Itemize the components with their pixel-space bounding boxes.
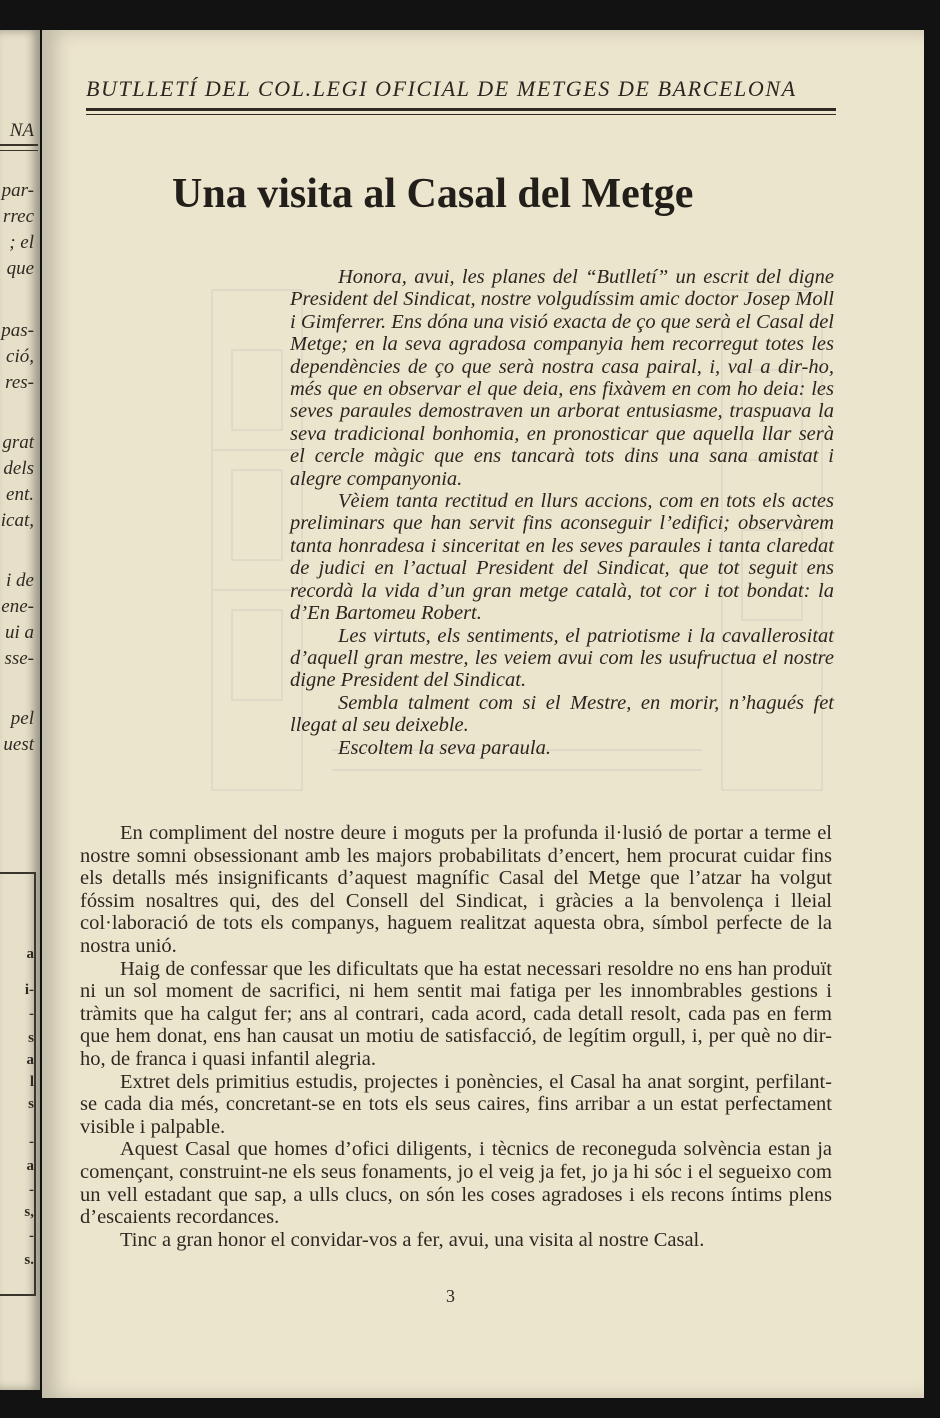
header-rule-thick xyxy=(86,108,836,111)
prev-box-line: - xyxy=(29,1228,34,1244)
intro-paragraph: Vèiem tanta rectitud en llurs accions, com en tots els actes preliminars que han servit fins aconseguir l’edifici; observàrem tanta honradesa i sinceritat en les seves paraules i tanta claredat de judici en l’actual President del Sindicat, que tot seguit ens recordà la vida d’un gran metge català, tot cor i tot bondat: la d’En Bartomeu Robert. xyxy=(290,490,834,625)
previous-page-edge xyxy=(0,30,40,1390)
prev-line: que xyxy=(6,258,34,279)
prev-box-line: - xyxy=(29,1134,34,1150)
prev-line: uest xyxy=(3,734,34,755)
prev-line: pas- xyxy=(1,320,34,341)
prev-line: res- xyxy=(5,372,34,393)
prev-line: i de xyxy=(6,570,34,591)
article-title: Una visita al Casal del Metge xyxy=(172,171,694,217)
prev-header-fragment: NA xyxy=(9,120,34,141)
intro-paragraph: Honora, avui, les planes del “Butlletí” un escrit del digne President del Sindicat, nostre volgudíssim amic doctor Josep Moll i Gimferrer. Ens dóna una visió exacta de ço que serà el Casal del Metge; en la seva agradosa companyia hem recorregut totes les dependències de ço que serà nostra casa pairal, i, val a dir-ho, més que en observar el que deia, ens fixàvem en com ho deia: les seves paraules demostraven un arborat entusiasme, traspuava la seva tradicional bonhomia, en pronosticar que aquella llar serà el cercle màgic que ens tancarà tots dins una sana amistat i alegre companyonia. xyxy=(290,266,834,490)
prev-line: rrec xyxy=(3,206,34,227)
prev-box-line: a xyxy=(26,1052,34,1068)
prev-box-line: - xyxy=(29,1182,34,1198)
article-body xyxy=(80,822,832,1251)
prev-line: icat, xyxy=(0,510,34,531)
prev-box-line: i- xyxy=(24,982,34,998)
body-paragraph: En compliment del nostre deure i moguts per la profunda il·lusió de portar a terme el nostre somni obsessionant amb les majors probabilitats d’encert, hem procurat cuidar fins els detalls més insignificants d’aquest magnífic Casal del Metge que l’atzar ha volgut fóssim nosaltres qui, des del Consell del Sindicat, i gràcies a la benvolença i lleial col·laboració de tots els companys, haguem realitzat aquesta obra, símbol perfecte de la nostra unió. xyxy=(80,822,832,957)
prev-header-rule xyxy=(0,144,38,146)
document-page xyxy=(42,30,924,1398)
prev-line: ció, xyxy=(6,346,34,367)
prev-header-rule-thin xyxy=(0,150,38,151)
intro-paragraph: Escoltem la seva paraula. xyxy=(338,736,551,759)
header-rule-thin xyxy=(86,114,836,115)
body-paragraph: Aquest Casal que homes d’ofici diligents, i tècnics de reconeguda solvència estan ja començant, construint-ne els seus fonaments, jo el veig ja fet, jo ja hi sóc i el segueixo com un vell estadant que sap, a ulls clucs, on són les coses agradoses i els recons íntims plens d’escaients recordances. xyxy=(80,1138,832,1229)
prev-box-line: s. xyxy=(24,1252,34,1268)
prev-line: ; el xyxy=(9,232,34,253)
prev-box-line: s xyxy=(28,1096,34,1112)
intro-paragraph: Les virtuts, els sentiments, el patriotisme i la cavallerositat d’aquell gran mestre, les veiem avui com les usufructua el nostre digne President del Sindicat. xyxy=(290,624,834,692)
prev-box-line: s, xyxy=(24,1204,34,1220)
prev-box-line: a xyxy=(26,946,34,962)
prev-line: dels xyxy=(3,458,34,479)
prev-box-line: - xyxy=(29,1006,34,1022)
prev-box-line: a xyxy=(26,1158,34,1174)
body-paragraph: Tinc a gran honor el convidar-vos a fer, avui, una visita al nostre Casal. xyxy=(120,1228,705,1251)
prev-line: ene- xyxy=(1,596,34,617)
page-number: 3 xyxy=(446,1286,455,1306)
prev-line: par- xyxy=(1,180,34,201)
prev-line: ui a xyxy=(4,622,34,643)
body-paragraph: Extret dels primitius estudis, projectes i ponències, el Casal ha anat sorgint, perfilant-se cada dia més, concretant-se en tots els seus caires, fins arribar a un estat perfectament visible i palpable. xyxy=(80,1070,832,1138)
body-paragraph: Haig de confessar que les dificultats que ha estat necessari resoldre no ens han produït ni un sol moment de sacrifici, ni hem sentit mai fatiga per les innombrables gestions i tràmits que ha calgut fer; ans al contrari, cada acord, cada detall resolt, cada pas en ferm que hem donat, ens han causat un motiu de satisfacció, de legítim orgull, i, per què no dir-ho, de franca i quasi infantil alegria. xyxy=(80,957,832,1070)
prev-box-line: l xyxy=(29,1074,34,1090)
running-header: BUTLLETÍ DEL COL.LEGI OFICIAL DE METGES DE BARCELONA xyxy=(86,76,797,101)
prev-box-line: s xyxy=(28,1030,34,1046)
prev-line: sse- xyxy=(4,648,34,669)
prev-line: pel xyxy=(10,708,34,729)
editorial-introduction xyxy=(290,266,834,759)
prev-line: grat xyxy=(2,432,34,453)
prev-line: ent. xyxy=(6,484,34,505)
intro-paragraph: Sembla talment com si el Mestre, en morir, n’hagués fet llegat al seu deixeble. xyxy=(290,691,834,737)
